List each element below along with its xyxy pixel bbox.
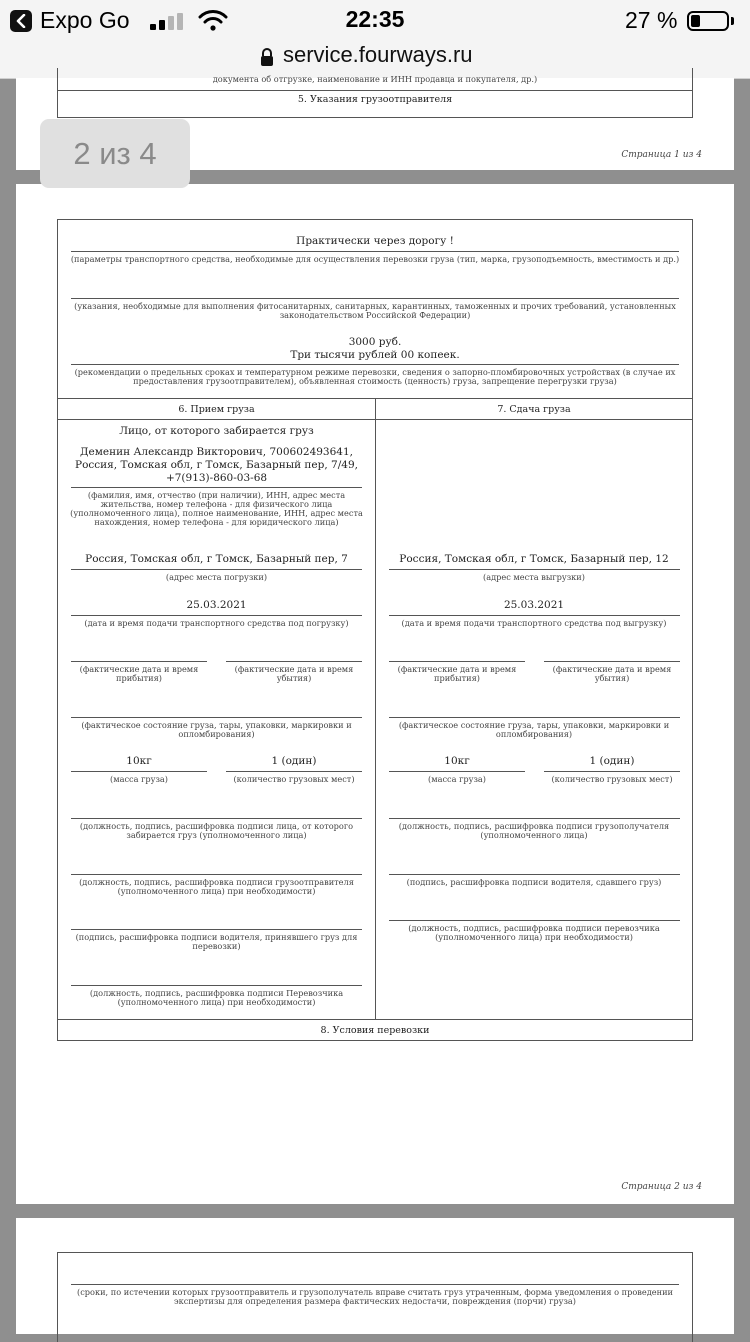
page2-footer: Страница 2 из 4 bbox=[621, 1182, 702, 1192]
document-page-3 bbox=[16, 1218, 734, 1334]
sign-carrier-caption-2: (уполномоченного лица) при необходимости) bbox=[117, 997, 316, 1007]
arrival-caption-1: (фактические дата и время bbox=[79, 664, 199, 674]
cargo-mass-caption: (масса груза) bbox=[110, 774, 168, 784]
back-app-label[interactable]: Expo Go bbox=[40, 7, 130, 33]
sender-caption-4: нахождения, номер телефона - для юридического лица) bbox=[94, 517, 339, 527]
page1-top-caption: документа об отгрузке, наименование и ИНН продавца и покупателя, др.) bbox=[212, 74, 538, 84]
loading-date-caption: (дата и время подачи транспортного средства под погрузку) bbox=[84, 618, 349, 628]
page1-table bbox=[57, 68, 693, 118]
cargo-count-caption: (количество грузовых мест) bbox=[233, 774, 355, 784]
sign-driver-caption-2: перевозки) bbox=[192, 941, 241, 951]
section-5-title: 5. Указания грузоотправителя bbox=[297, 94, 453, 105]
document-page-2 bbox=[16, 184, 734, 1204]
sign-carrier-caption-1: (должность, подпись, расшифровка подписи Перевозчика bbox=[89, 988, 344, 998]
sender-caption-2: жительства, номер телефона - для физического лица bbox=[100, 499, 333, 509]
sign-consignee-caption-2: (уполномоченного лица) bbox=[480, 830, 588, 840]
cargo-state-caption-right-1: (фактическое состояние груза, тары, упаковки, маркировки и bbox=[398, 720, 670, 730]
status-bar bbox=[0, 0, 750, 42]
sign-carrier-right-caption-2: (уполномоченного лица) при необходимости) bbox=[435, 932, 633, 942]
clock: 22:35 bbox=[345, 6, 405, 32]
sender-person-line-3: +7(913)-860-03-68 bbox=[165, 472, 268, 484]
cargo-count-caption-right: (количество грузовых мест) bbox=[551, 774, 673, 784]
price-value: 3000 руб. bbox=[348, 336, 402, 348]
cargo-count-right: 1 (один) bbox=[589, 755, 635, 767]
loading-address-caption: (адрес места погрузки) bbox=[165, 572, 268, 582]
cargo-mass: 10кг bbox=[126, 755, 152, 767]
departure-caption-right-2: убытия) bbox=[594, 673, 630, 683]
arrival-caption-right-1: (фактические дата и время bbox=[397, 664, 517, 674]
sender-person-line-1: Деменин Александр Викторович, 700602493641, bbox=[79, 446, 353, 458]
sign-shipper-caption-1: (должность, подпись, расшифровка подписи грузоотправителя bbox=[79, 877, 354, 887]
sign-driver-caption-1: (подпись, расшифровка подписи водителя, принявшего груз для bbox=[75, 932, 358, 942]
battery-percent: 27 % bbox=[625, 7, 678, 33]
cargo-count: 1 (один) bbox=[271, 755, 317, 767]
sender-person-title: Лицо, от которого забирается груз bbox=[119, 425, 314, 437]
section-7-title: 7. Сдача груза bbox=[497, 404, 571, 415]
sign-sender-caption-1: (должность, подпись, расшифровка подписи лица, от которого bbox=[79, 821, 354, 831]
page3-caption-1: (сроки, по истечении которых грузоотправитель и грузополучатель вправе считать груз утраченным, форма уведомления о проведении bbox=[77, 1287, 673, 1297]
page3-caption-2: экспертизы для определения размера фактических недостачи, повреждения (порчи) груза) bbox=[174, 1296, 576, 1306]
sign-sender-caption-2: забирается груз (уполномоченного лица) bbox=[126, 830, 307, 840]
vehicle-params-caption: (параметры транспортного средства, необходимые для осуществления перевозки груза (тип, марка, грузоподъемность, вместимость и др.) bbox=[70, 254, 680, 264]
price-in-words: Три тысячи рублей 00 копеек. bbox=[290, 349, 460, 361]
unloading-date: 25.03.2021 bbox=[503, 599, 565, 611]
sign-consignee-caption-1: (должность, подпись, расшифровка подписи грузополучателя bbox=[398, 821, 670, 831]
instructions-caption-1: (указания, необходимые для выполнения фитосанитарных, санитарных, карантинных, таможенных и прочих требований, установленных bbox=[74, 301, 676, 311]
section-8-title: 8. Условия перевозки bbox=[320, 1025, 430, 1036]
sender-caption-1: (фамилия, имя, отчество (при наличии), ИНН, адрес места bbox=[87, 490, 346, 500]
departure-caption-1: (фактические дата и время bbox=[234, 664, 354, 674]
loading-address: Россия, Томская обл, г Томск, Базарный пер, 7 bbox=[85, 553, 348, 565]
sign-carrier-right-caption-1: (должность, подпись, расшифровка подписи перевозчика bbox=[408, 923, 660, 933]
cargo-mass-right: 10кг bbox=[444, 755, 470, 767]
sign-shipper-caption-2: (уполномоченного лица) при необходимости) bbox=[117, 886, 316, 896]
page2-table bbox=[57, 219, 693, 1041]
cargo-state-caption-2: опломбирования) bbox=[178, 729, 255, 739]
arrival-caption-2: прибытия) bbox=[116, 673, 162, 683]
battery-cap bbox=[731, 17, 734, 25]
page-indicator-badge: 2 из 4 bbox=[40, 119, 190, 188]
loading-date: 25.03.2021 bbox=[186, 599, 247, 611]
section-6-title: 6. Прием груза bbox=[178, 404, 255, 415]
departure-caption-right-1: (фактические дата и время bbox=[552, 664, 672, 674]
recommendations-caption-2: предоставления грузоотправителем), объявленная стоимость (ценность) груза, запрещение перегрузки груза) bbox=[133, 376, 617, 386]
page1-footer: Страница 1 из 4 bbox=[621, 150, 702, 160]
sender-person-line-2: Россия, Томская обл, г Томск, Базарный пер, 7/49, bbox=[75, 459, 358, 471]
battery-icon bbox=[687, 11, 729, 31]
sign-driver-deliver-caption: (подпись, расшифровка подписи водителя, сдавшего груз) bbox=[406, 877, 662, 887]
cargo-state-caption-1: (фактическое состояние груза, тары, упаковки, маркировки и bbox=[81, 720, 352, 730]
page3-table bbox=[57, 1252, 693, 1342]
unloading-address-caption: (адрес места выгрузки) bbox=[483, 572, 585, 582]
unloading-address: Россия, Томская обл, г Томск, Базарный пер, 12 bbox=[399, 553, 669, 565]
url-text[interactable]: service.fourways.ru bbox=[283, 42, 473, 67]
cargo-state-caption-right-2: опломбирования) bbox=[495, 729, 573, 739]
recommendations-caption-1: (рекомендации о предельных сроках и температурном режиме перевозки, сведения о запорно-пломбировочных устройствах (в случае их bbox=[74, 367, 676, 377]
cargo-description: Практически через дорогу ! bbox=[296, 235, 454, 247]
instructions-caption-2: законодательством Российской Федерации) bbox=[279, 310, 471, 320]
sender-caption-3: (уполномоченного лица), полное наименование, ИНН, адрес места bbox=[70, 508, 363, 518]
departure-caption-2: убытия) bbox=[276, 673, 312, 683]
cargo-mass-caption-right: (масса груза) bbox=[428, 774, 486, 784]
arrival-caption-right-2: прибытия) bbox=[434, 673, 480, 683]
unloading-date-caption: (дата и время подачи транспортного средства под выгрузку) bbox=[401, 618, 667, 628]
